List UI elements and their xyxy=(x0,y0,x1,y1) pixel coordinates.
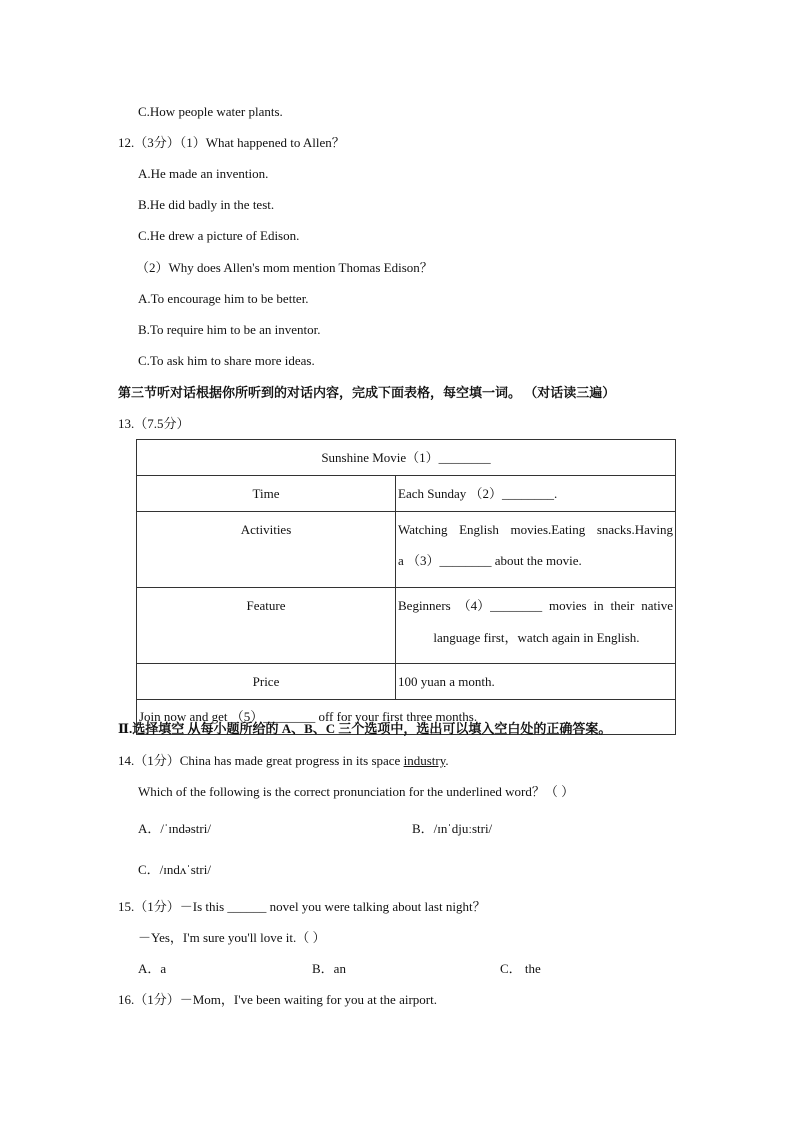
q15-option-a[interactable]: A．a xyxy=(138,961,167,976)
q12-part2-stem: （2）Why does Allen's mom mention Thomas Edison？ xyxy=(136,260,433,275)
activities-word: movies.Eating xyxy=(510,522,586,537)
activities-line2: a （3）________ about the movie. xyxy=(398,553,582,568)
q14-option-a[interactable]: A．/ˈɪndəstri/ xyxy=(138,821,211,836)
feature-word: native xyxy=(641,598,673,613)
activities-word: snacks.Having xyxy=(596,522,673,537)
q14-underlined-word: industry xyxy=(403,753,446,768)
q15-option-c[interactable]: C． the xyxy=(500,961,541,976)
q12-p1-option-a: A.He made an invention. xyxy=(138,166,269,181)
q12-p1-option-c: C.He drew a picture of Edison. xyxy=(138,228,300,243)
q12-p1-option-b: B.He did badly in the test. xyxy=(138,197,275,212)
q15-reply: －Yes，I'm sure you'll love it.（ ） xyxy=(138,930,326,945)
q14-question: Which of the following is the correct pronunciation for the underlined word？（ ） xyxy=(138,784,575,799)
activities-word: Watching xyxy=(398,522,448,537)
q16-stem: 16.（1分）－Mom，I've been waiting for you at the airport. xyxy=(118,992,437,1007)
q14-stem-suffix: . xyxy=(445,753,449,768)
q12-p2-option-a: A.To encourage him to be better. xyxy=(138,291,309,306)
q13-table xyxy=(136,439,676,735)
q15-stem: 15.（1分）－Is this ______ novel you were talking about last night？ xyxy=(118,899,486,914)
activities-word: English xyxy=(459,522,499,537)
feature-value xyxy=(396,588,676,664)
activities-label: Activities xyxy=(137,512,396,588)
time-label: Time xyxy=(137,476,396,512)
section2-title: Ⅱ.选择填空 从每小题所给的 A、B、C 三个选项中，选出可以填入空白处的正确答案。 xyxy=(118,721,612,736)
feature-word: their xyxy=(610,598,635,613)
q11-option-c: C.How people water plants. xyxy=(138,104,283,119)
q13-header: 13.（7.5分） xyxy=(118,416,190,431)
feature-word: in xyxy=(593,598,604,613)
feature-word: movies xyxy=(549,598,587,613)
section3-title: 第三节听对话根据你所听到的对话内容，完成下面表格，每空填一词。 （对话读三遍） xyxy=(118,385,616,400)
feature-word: （4）________ xyxy=(457,598,543,613)
table-title: Sunshine Movie（1）________ xyxy=(137,440,676,476)
q14-stem-prefix: 14.（1分）China has made great progress in its space xyxy=(118,753,404,768)
feature-word: Beginners xyxy=(398,598,451,613)
q14-option-c[interactable]: C．/ɪndʌˈstri/ xyxy=(138,862,211,877)
q14-option-b[interactable]: B．/ɪnˈdjuːstri/ xyxy=(412,821,493,836)
price-value: 100 yuan a month. xyxy=(396,664,676,700)
price-label: Price xyxy=(137,664,396,700)
q14-stem xyxy=(118,753,449,769)
time-value: Each Sunday （2）________. xyxy=(396,476,676,512)
table-footer: Join now and get （5）________ off for your first three months. xyxy=(137,700,676,735)
q12-p2-option-b: B.To require him to be an inventor. xyxy=(138,322,321,337)
q12-header: 12.（3分）（1）What happened to Allen？ xyxy=(118,135,345,150)
feature-label: Feature xyxy=(137,588,396,664)
feature-line2: language first，watch again in English. xyxy=(433,630,640,645)
q12-p2-option-c: C.To ask him to share more ideas. xyxy=(138,353,315,368)
q15-option-b[interactable]: B．an xyxy=(312,961,346,976)
activities-value xyxy=(396,512,676,588)
